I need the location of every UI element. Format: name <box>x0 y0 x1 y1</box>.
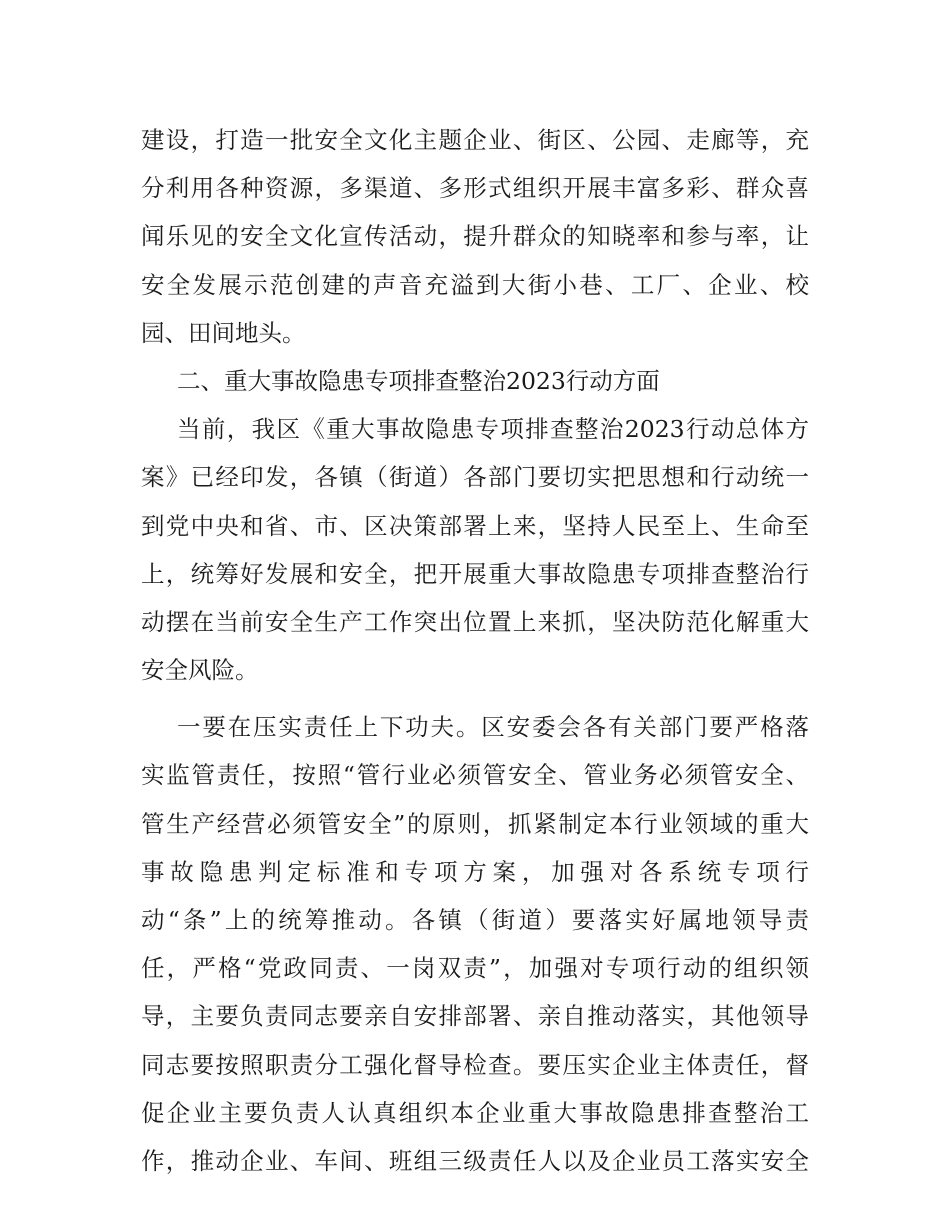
text-line: 安全发展示范创建的声音充溢到大街小巷、工厂、企业、校 <box>141 270 809 299</box>
document-body <box>141 116 809 1185</box>
text-line: 当前，我区《重大事故隐患专项排查整治2023行动总体方 <box>177 415 809 444</box>
text-line: 同志要按照职责分工强化督导检查。要压实企业主体责任，督 <box>141 1050 809 1079</box>
text-line: 作，推动企业、车间、班组三级责任人以及企业员工落实安全 <box>141 1146 809 1175</box>
section-heading <box>141 357 809 405</box>
text-line: 分利用各种资源，多渠道、多形式组织开展丰富多彩、群众喜 <box>141 174 809 203</box>
text-line: 一要在压实责任上下功夫。区安委会各有关部门要严格落 <box>177 713 809 742</box>
text-line: 安全风险。 <box>141 656 259 685</box>
text-line: 到党中央和省、市、区决策部署上来，坚持人民至上、生命至 <box>141 511 809 540</box>
text-line: 事故隐患判定标准和专项方案，加强对各系统专项行 <box>141 857 809 886</box>
text-line: 案》已经印发，各镇（街道）各部门要切实把思想和行动统一 <box>141 463 809 492</box>
text-line: 二、重大事故隐患专项排查整治2023行动方面 <box>177 366 660 395</box>
paragraph-spacer <box>141 694 809 703</box>
text-line: 动“条”上的统筹推动。各镇（街道）要落实好属地领导责 <box>141 906 809 934</box>
text-line: 促企业主要负责人认真组织本企业重大事故隐患排查整治工 <box>141 1098 809 1127</box>
text-line: 园、田间地头。 <box>141 318 306 347</box>
text-line: 任，严格“党政同责、一岗双责”，加强对专项行动的组织领 <box>141 954 809 983</box>
text-line: 导，主要负责同志要亲自安排部署、亲自推动落实，其他领导 <box>141 1002 809 1031</box>
text-line: 上，统筹好发展和安全，把开展重大事故隐患专项排查整治行 <box>141 559 809 588</box>
text-line: 闻乐见的安全文化宣传活动，提升群众的知晓率和参与率，让 <box>141 222 809 251</box>
text-line: 管生产经营必须管安全”的原则，抓紧制定本行业领域的重大 <box>141 809 809 838</box>
paragraph <box>141 703 809 1185</box>
paragraph <box>141 405 809 694</box>
text-line: 动摆在当前安全生产工作突出位置上来抓，坚决防范化解重大 <box>141 607 809 636</box>
paragraph <box>141 116 809 357</box>
text-line: 实监管责任，按照“管行业必须管安全、管业务必须管安全、 <box>141 761 809 790</box>
text-line: 建设，打造一批安全文化主题企业、街区、公园、走廊等，充 <box>141 126 809 154</box>
